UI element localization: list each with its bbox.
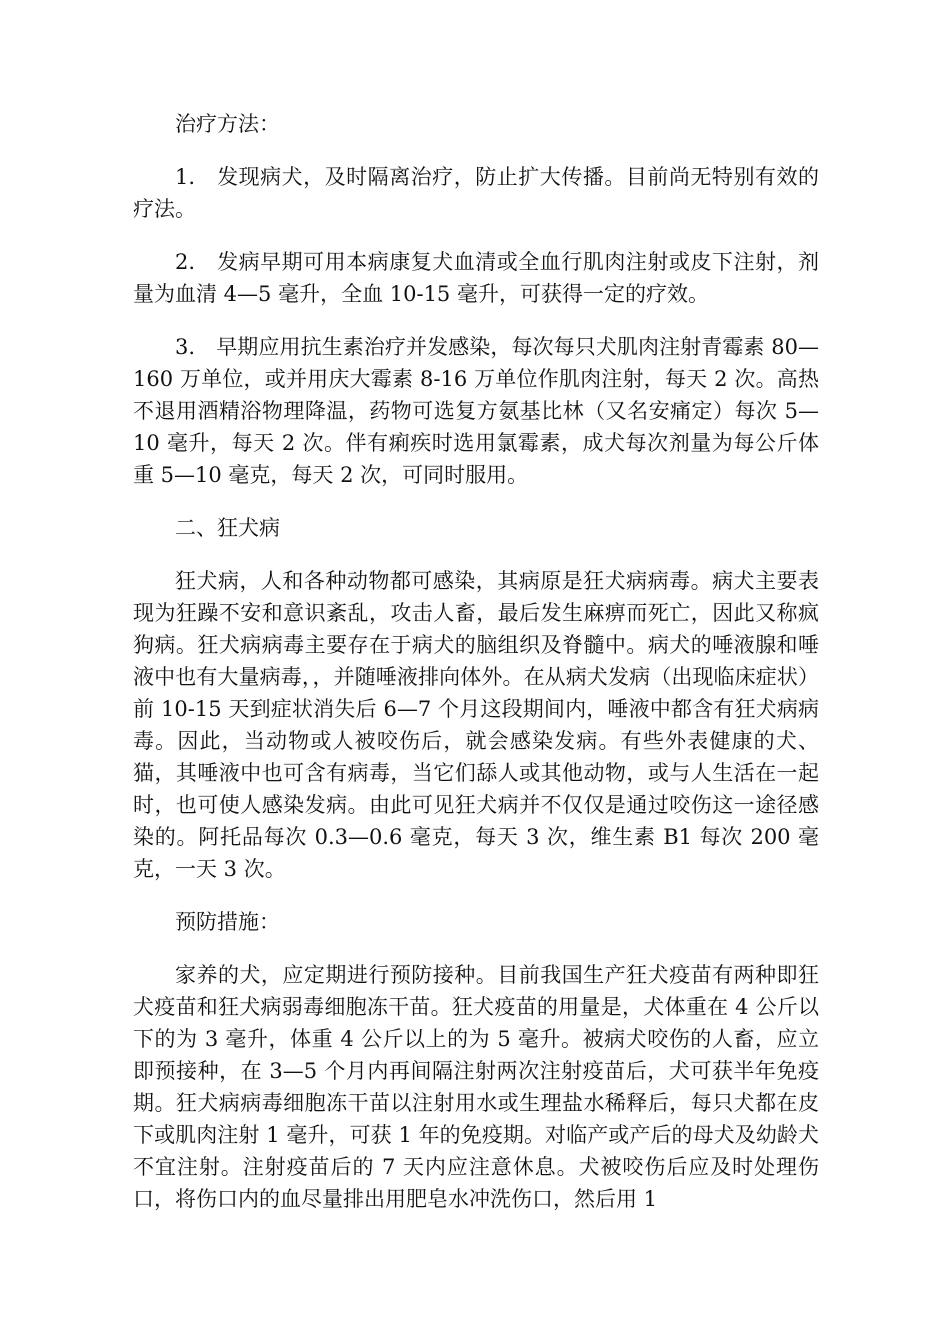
treatment-item-3: 3. 早期应用抗生素治疗并发感染，每次每只犬肌肉注射青霉素 80—160 万单位，或并用庆大霉素 8-16 万单位作肌肉注射，每天 2 次。高热不退用酒精浴物理降温，药物可选复方氨基比林（又名安痛定）每次 5—10 毫升，每天 2 次。伴有痢疾时选用氯霉素，成犬每次剂量为每公斤体重 5—10 毫克，每天 2 次，可同时服用。 (133, 335, 819, 487)
rabies-paragraph: 狂犬病，人和各种动物都可感染，其病原是狂犬病病毒。病犬主要表现为狂躁不安和意识紊乱，攻击人畜，最后发生麻痹而死亡，因此又称疯狗病。狂犬病病毒主要存在于病犬的脑组织及脊髓中。病犬的唾液腺和唾液中也有大量病毒，，并随唾液排向体外。在从病犬发病（出现临床症状）前 10-15 天到症状消失后 6—7 个月这段期间内，唾液中都含有狂犬病病毒。因此，当动物或人被咬伤后，就会感染发病。有些外表健康的犬、猫，其唾液中也可含有病毒，当它们舔人或其他动物，或与人生活在一起时，也可使人感染发病。由此可见狂犬病并不仅仅是通过咬伤这一途径感染的。阿托品每次 0.3—0.6 毫克，每天 3 次，维生素 B1 每次 200 毫克，一天 3 次。 (133, 569, 819, 881)
section-heading-rabies: 二、狂犬病 (175, 516, 280, 540)
document-body (133, 108, 819, 1236)
treatment-item-2: 2. 发病早期可用本病康复犬血清或全血行肌肉注射或皮下注射，剂量为血清 4—5 毫升，全血 10-15 毫升，可获得一定的疗效。 (133, 250, 819, 306)
treatment-item-1: 1. 发现病犬，及时隔离治疗，防止扩大传播。目前尚无特别有效的疗法。 (133, 165, 819, 221)
prevention-heading: 预防措施： (175, 910, 280, 934)
prevention-paragraph: 家养的犬，应定期进行预防接种。目前我国生产狂犬疫苗有两种即狂犬疫苗和狂犬病弱毒细胞冻干苗。狂犬疫苗的用量是，犬体重在 4 公斤以下的为 3 毫升，体重 4 公斤以上的为 5 毫升。被病犬咬伤的人畜，应立即预接种，在 3—5 个月内再间隔注射两次注射疫苗后，犬可获半年免疫期。狂犬病病毒细胞冻干苗以注射用水或生理盐水稀释后，每只犬都在皮下或肌肉注射 1 毫升，可获 1 年的免疫期。对临产或产后的母犬及幼龄犬不宜注射。注射疫苗后的 7 天内应注意休息。犬被咬伤后应及时处理伤口，将伤口内的血尽量排出用肥皂水冲洗伤口，然后用 1 (133, 963, 819, 1211)
treatment-heading: 治疗方法： (175, 112, 280, 136)
